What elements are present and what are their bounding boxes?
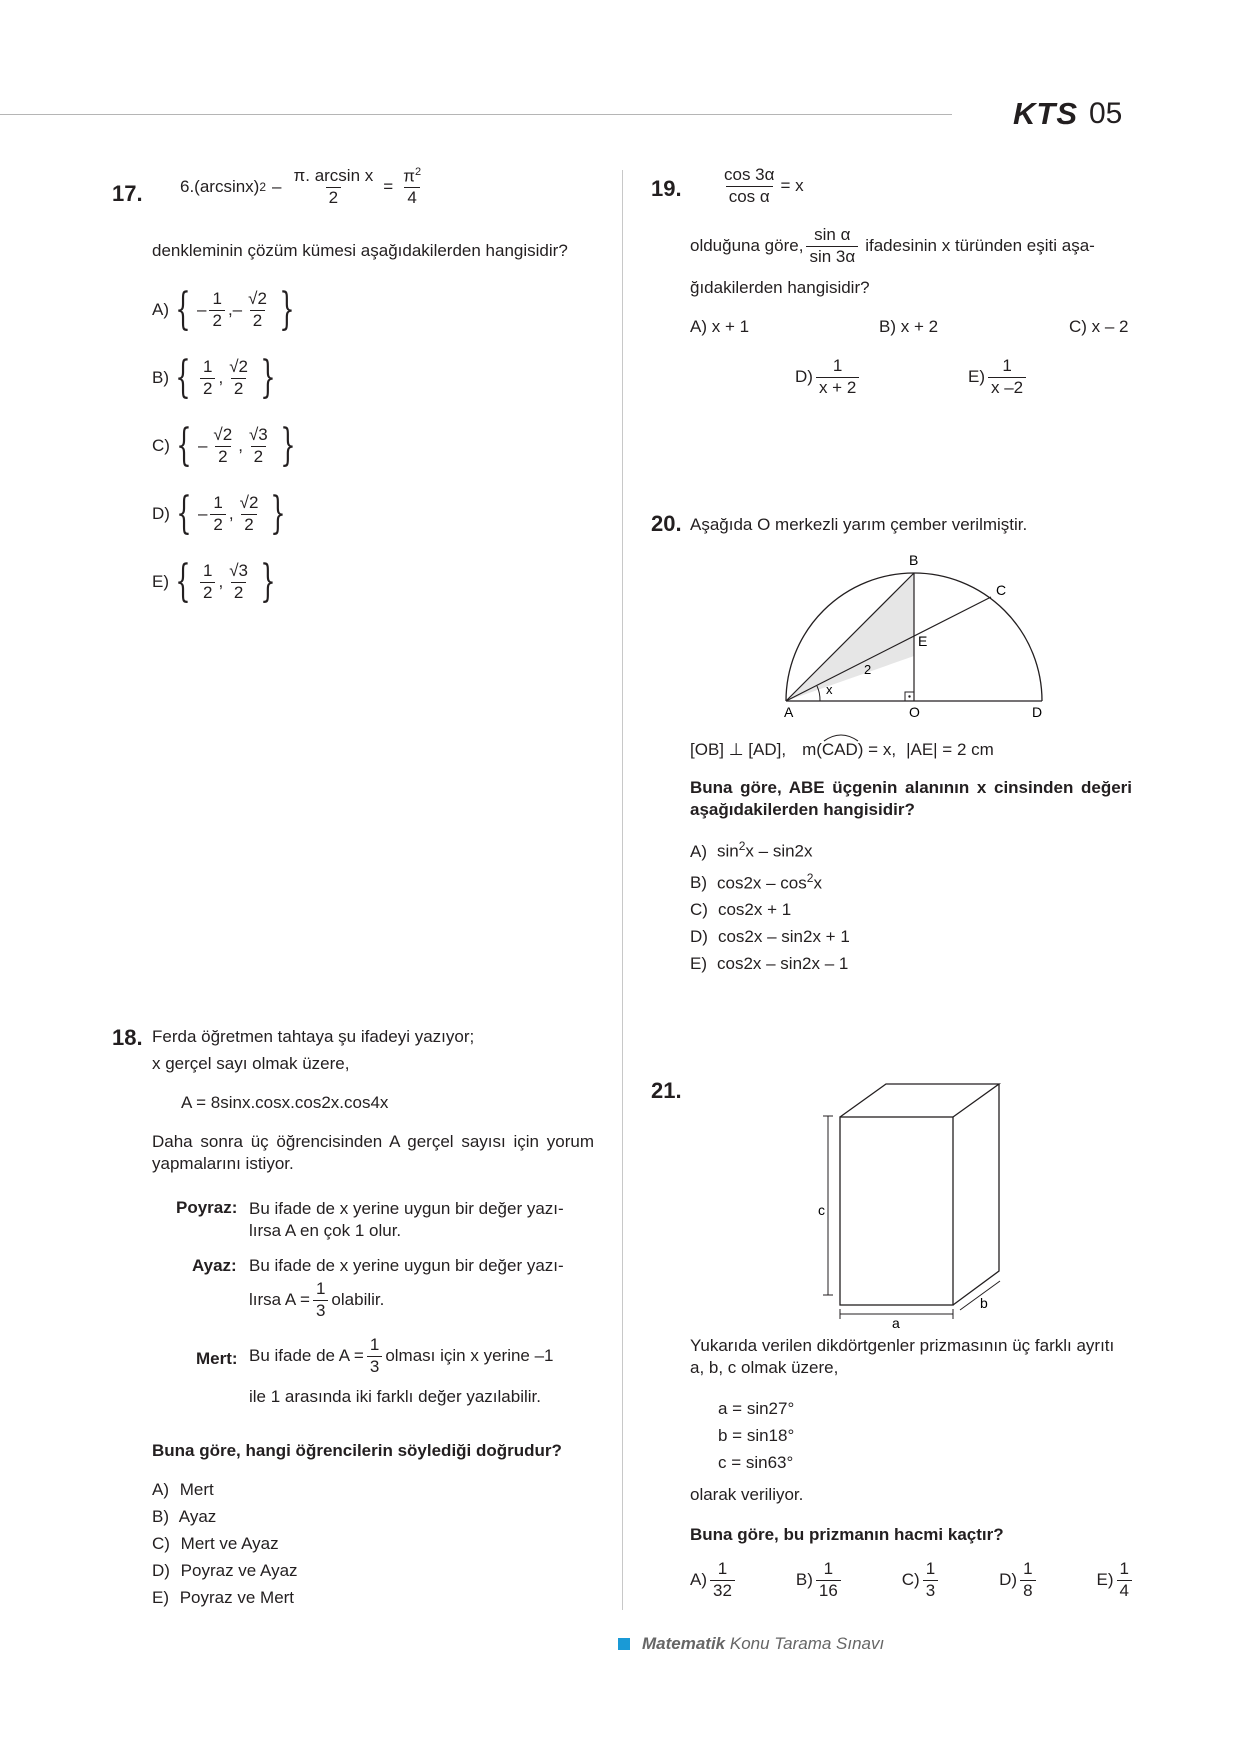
q17-frac-num: 1 bbox=[203, 560, 213, 580]
q17-comma: , bbox=[238, 436, 243, 455]
q21-option-label: A) bbox=[690, 1570, 707, 1590]
q20-option-text: sin bbox=[717, 841, 739, 861]
q21-option-1 bbox=[796, 1560, 844, 1600]
q21-top-face bbox=[840, 1084, 999, 1117]
q20-option-rest: x – sin2x bbox=[745, 841, 813, 861]
q18-ayaz-line2 bbox=[249, 1280, 384, 1320]
q21-question: Buna göre, bu prizmanın hacmi kaçtır? bbox=[690, 1525, 1004, 1544]
footer-subject: Matematik bbox=[642, 1634, 726, 1653]
q18-option-label: D) bbox=[152, 1561, 170, 1580]
q17-frac-num: 1 bbox=[203, 356, 213, 376]
q17-option-label: B) bbox=[152, 368, 169, 387]
q19-option-e-frac bbox=[988, 357, 1026, 397]
q18-option-text: Mert ve Ayaz bbox=[175, 1534, 279, 1553]
q17-comma: , bbox=[218, 572, 224, 591]
q17-frac-den: 2 bbox=[241, 514, 256, 535]
q17-option-label: C) bbox=[152, 436, 170, 455]
q18-option-label: C) bbox=[152, 1534, 170, 1553]
q20-option-text: cos2x + 1 bbox=[717, 900, 792, 920]
q18-ayaz-line1: Bu ifade de x yerine uygun bir değer yazı- bbox=[249, 1256, 564, 1275]
q20-number: 20. bbox=[651, 511, 682, 536]
q18-option-2 bbox=[152, 1530, 298, 1557]
q21-number: 21. bbox=[651, 1078, 682, 1103]
q17-frac-num: π. arcsin x bbox=[293, 165, 374, 185]
q17-options bbox=[152, 276, 302, 616]
q17-frac-den: 2 bbox=[215, 446, 230, 467]
q21-option-frac-den: 16 bbox=[816, 1580, 841, 1601]
q17-sign: – bbox=[197, 436, 208, 455]
q19-number: 19. bbox=[651, 176, 682, 201]
q21-b-value: b = sin18° bbox=[718, 1426, 795, 1445]
q21-a-value: a = sin27° bbox=[718, 1399, 795, 1418]
q17-frac-den: 2 bbox=[251, 446, 266, 467]
q20-label-e: E bbox=[918, 633, 928, 649]
q17-brace-open-icon: { bbox=[175, 284, 191, 335]
q21-option-3 bbox=[999, 1560, 1038, 1600]
q18-option-3 bbox=[152, 1557, 298, 1584]
q19-option-e bbox=[968, 357, 1029, 397]
q17-rhs-num: π bbox=[403, 166, 415, 186]
q20-options bbox=[690, 833, 850, 977]
q17-frac bbox=[210, 494, 225, 534]
q17-eq-exp: 2 bbox=[259, 180, 267, 195]
q17-brace-close-icon: } bbox=[260, 556, 276, 607]
q17-option-label: D) bbox=[152, 504, 170, 523]
q17-frac-den: 2 bbox=[231, 582, 246, 603]
footer-square-icon bbox=[618, 1638, 630, 1650]
q19-option-e-label: E) bbox=[968, 367, 985, 387]
q17-number: 17. bbox=[112, 181, 143, 206]
q17-frac-num: 1 bbox=[213, 492, 223, 512]
q17-comma: , bbox=[228, 504, 234, 523]
q21-option-frac-den: 32 bbox=[710, 1580, 735, 1601]
q21-option-frac-num: 1 bbox=[925, 1559, 936, 1578]
q21-text2: olarak veriliyor. bbox=[690, 1485, 804, 1504]
q19-option-d-label: D) bbox=[795, 367, 813, 387]
q18-mert-line2: ile 1 arasında iki farklı değer yazılabilir. bbox=[249, 1387, 541, 1406]
q18-mert-den: 3 bbox=[367, 1356, 382, 1377]
q17-brace-open-icon: { bbox=[176, 488, 192, 539]
q20-given-2a: m( bbox=[802, 740, 822, 759]
q18-option-text: Ayaz bbox=[175, 1507, 217, 1526]
q18-option-1 bbox=[152, 1503, 298, 1530]
q20-option-label: B) bbox=[690, 873, 707, 893]
q18-option-text: Poyraz ve Ayaz bbox=[175, 1561, 298, 1580]
q17-frac-num: 1 bbox=[212, 288, 222, 308]
q20-given-arc-symbol bbox=[822, 732, 860, 742]
q20-option-text: cos2x – sin2x – 1 bbox=[717, 954, 849, 974]
q21-option-frac-den: 3 bbox=[923, 1580, 938, 1601]
q17-option-3 bbox=[152, 480, 302, 548]
q19-equation bbox=[718, 166, 804, 206]
q17-sign: – bbox=[197, 504, 208, 523]
q17-frac-num: √3 bbox=[229, 560, 248, 580]
q18-ayaz-text3: olabilir. bbox=[331, 1290, 385, 1310]
q17-frac-den: 2 bbox=[200, 582, 215, 603]
q19-option-d-frac bbox=[816, 357, 859, 397]
q17-frac-den: 2 bbox=[250, 310, 265, 331]
q21-options bbox=[690, 1560, 1135, 1600]
q18-option-4 bbox=[152, 1584, 298, 1611]
q21-option-frac bbox=[923, 1560, 938, 1600]
q18-poyraz-line1: Bu ifade de x yerine uygun bir değer yazı- bbox=[249, 1199, 564, 1218]
q19-mid-num: sin α bbox=[814, 225, 851, 244]
q17-option-label: E) bbox=[152, 572, 169, 591]
q17-eq-minus: – bbox=[272, 177, 282, 197]
q20-option-text: cos2x – sin2x + 1 bbox=[717, 927, 850, 947]
q17-option-1 bbox=[152, 344, 302, 412]
q17-eq-rhs bbox=[400, 166, 424, 208]
q21-option-frac bbox=[1020, 1560, 1035, 1600]
q18-option-label: A) bbox=[152, 1480, 169, 1499]
q18-number: 18. bbox=[112, 1025, 143, 1050]
q17-frac bbox=[200, 358, 215, 398]
q17-brace-open-icon: { bbox=[176, 420, 192, 471]
q19-frac bbox=[721, 166, 777, 206]
q17-frac-num: √2 bbox=[248, 288, 267, 308]
q20-given-2b: CAD bbox=[821, 740, 858, 759]
q20-option-exp: 2 bbox=[806, 870, 814, 885]
q19-mid-den: sin 3α bbox=[806, 246, 858, 267]
q18-ayaz-name: Ayaz: bbox=[192, 1256, 237, 1275]
q17-eq-frac bbox=[291, 167, 377, 207]
q17-frac-num: √2 bbox=[239, 492, 259, 512]
q20-option-2 bbox=[690, 896, 850, 923]
q19-frac-num: cos 3α bbox=[724, 165, 775, 184]
q19-option-a: A) x + 1 bbox=[690, 317, 750, 336]
q18-poyraz-line2: lırsa A en çok 1 olur. bbox=[249, 1221, 402, 1240]
brand-logo: KTS bbox=[1013, 96, 1078, 131]
q17-rhs-den: 4 bbox=[404, 187, 419, 208]
q21-prism-diagram bbox=[810, 1070, 1010, 1330]
q19-text2: ifadesinin x türünden eşiti aşa- bbox=[865, 236, 1095, 256]
q20-option-rest: x bbox=[813, 873, 822, 893]
q21-option-2 bbox=[902, 1560, 941, 1600]
q17-frac-num: √2 bbox=[213, 424, 233, 444]
header-rule bbox=[0, 114, 952, 115]
q21-option-frac-num: 1 bbox=[717, 1559, 728, 1578]
q19-eq: = x bbox=[780, 176, 804, 196]
q17-frac-num: √2 bbox=[229, 356, 248, 376]
q20-given-1: [OB] ⊥ [AD], bbox=[690, 740, 787, 759]
q19-option-e-den: x –2 bbox=[988, 377, 1026, 398]
q17-frac-den: 2 bbox=[210, 514, 225, 535]
q20-option-4 bbox=[690, 950, 850, 977]
q20-option-exp: 2 bbox=[738, 839, 746, 853]
q18-poyraz-name: Poyraz: bbox=[176, 1198, 238, 1217]
q20-given-2c: ) = x, bbox=[857, 740, 897, 759]
q21-label-a: a bbox=[892, 1315, 900, 1330]
q19-option-d-den: x + 2 bbox=[816, 377, 859, 398]
footer-text bbox=[642, 1634, 884, 1654]
q21-option-label: E) bbox=[1096, 1570, 1114, 1590]
q20-option-label: A) bbox=[690, 841, 707, 861]
q21-option-frac bbox=[710, 1560, 735, 1600]
q17-frac bbox=[246, 426, 271, 466]
q18-ayaz-den: 3 bbox=[313, 1300, 328, 1321]
q19-text1: olduğuna göre, bbox=[690, 236, 804, 256]
q18-mert-name: Mert: bbox=[196, 1349, 238, 1368]
q18-mert-text2: olması için x yerine –1 bbox=[385, 1346, 554, 1366]
q17-option-2 bbox=[152, 412, 302, 480]
q18-poyraz-text bbox=[249, 1198, 564, 1242]
q17-brace-close-icon: } bbox=[270, 488, 287, 539]
q20-label-d: D bbox=[1032, 704, 1043, 720]
q17-sign: – bbox=[197, 300, 207, 319]
q18-expression: A = 8sinx.cosx.cos2x.cos4x bbox=[181, 1093, 389, 1112]
q18-option-label: E) bbox=[152, 1588, 169, 1607]
footer-exam-name: Konu Tarama Sınavı bbox=[729, 1634, 885, 1653]
q17-frac bbox=[226, 358, 251, 398]
q21-option-label: B) bbox=[795, 1570, 813, 1590]
q17-brace-open-icon: { bbox=[175, 352, 191, 403]
q20-option-3 bbox=[690, 923, 850, 950]
q18-options bbox=[152, 1476, 298, 1611]
q17-frac-den: 2 bbox=[200, 378, 215, 399]
q21-option-frac-den: 8 bbox=[1020, 1580, 1035, 1601]
column-divider bbox=[622, 170, 623, 1610]
q18-option-0 bbox=[152, 1476, 298, 1503]
q17-question: denkleminin çözüm kümesi aşağıdakilerden hangisidir? bbox=[152, 241, 568, 260]
q18-intro3: Daha sonra üç öğrencisinden A gerçel sayısı için yorum yapmalarını istiyor. bbox=[152, 1132, 594, 1173]
q20-option-text: cos2x – cos bbox=[717, 873, 807, 893]
q18-ayaz-text2: lırsa A = bbox=[249, 1290, 310, 1310]
exam-number: 05 bbox=[1089, 97, 1123, 130]
q19-line1 bbox=[690, 226, 1130, 266]
q21-option-frac-num: 1 bbox=[1023, 1559, 1033, 1578]
q17-option-0 bbox=[152, 276, 302, 344]
q18-mert-frac bbox=[367, 1336, 382, 1376]
q19-option-d bbox=[795, 357, 862, 397]
q18-ayaz-num: 1 bbox=[315, 1279, 326, 1298]
q21-front-face bbox=[840, 1117, 953, 1305]
q17-frac-num: √3 bbox=[248, 424, 268, 444]
q17-rhs-exp: 2 bbox=[414, 166, 422, 178]
q20-given bbox=[690, 740, 994, 760]
q20-label-o: O bbox=[909, 704, 920, 720]
q20-given-3: |AE| = 2 cm bbox=[906, 740, 994, 759]
q20-label-2: 2 bbox=[864, 662, 872, 677]
q21-option-0 bbox=[690, 1560, 738, 1600]
q18-mert-text1: Bu ifade de A = bbox=[249, 1346, 364, 1366]
q18-option-text: Poyraz ve Mert bbox=[175, 1588, 295, 1607]
q17-frac-den: 2 bbox=[326, 187, 341, 208]
q18-mert-line1 bbox=[249, 1336, 554, 1376]
q19-option-d-num: 1 bbox=[832, 356, 843, 375]
q19-frac-den: cos α bbox=[726, 186, 773, 207]
q21-c-value: c = sin63° bbox=[718, 1453, 794, 1472]
q20-option-label: C) bbox=[690, 900, 708, 920]
q17-brace-close-icon: } bbox=[280, 420, 296, 471]
q17-eq-left: 6.(arcsinx) bbox=[180, 177, 260, 197]
q17-brace-close-icon: } bbox=[279, 284, 295, 335]
q17-frac bbox=[245, 290, 270, 330]
q18-option-label: B) bbox=[152, 1507, 169, 1526]
q21-option-frac bbox=[816, 1560, 841, 1600]
q19-option-c: C) x – 2 bbox=[1069, 317, 1129, 336]
q20-label-c: C bbox=[996, 582, 1007, 598]
q20-question: Buna göre, ABE üçgenin alanının x cinsinden değeri aşağıdakilerden hangisidir? bbox=[690, 778, 1132, 819]
q17-equation bbox=[180, 166, 427, 208]
q20-semicircle-diagram bbox=[770, 545, 1050, 720]
q21-option-frac-num: 1 bbox=[823, 1559, 834, 1578]
q21-option-label: D) bbox=[999, 1570, 1018, 1590]
q21-option-frac bbox=[1117, 1560, 1132, 1600]
q21-option-label: C) bbox=[901, 1570, 920, 1590]
q20-option-1 bbox=[690, 865, 850, 897]
q21-option-frac-num: 1 bbox=[1119, 1559, 1129, 1578]
q19-text3: ğıdakilerden hangisidir? bbox=[690, 278, 870, 297]
q17-sign: – bbox=[232, 300, 243, 319]
q20-given-arc bbox=[822, 740, 858, 760]
q18-question: Buna göre, hangi öğrencilerin söylediği doğrudur? bbox=[152, 1441, 562, 1460]
q19-mid-frac bbox=[806, 226, 858, 266]
q21-text1: Yukarıda verilen dikdörtgenler prizmasının üç farklı ayrıtı a, b, c olmak üzere, bbox=[690, 1336, 1115, 1377]
q17-option-4 bbox=[152, 548, 302, 616]
q21-values bbox=[718, 1395, 794, 1476]
q21-label-c: c bbox=[818, 1202, 825, 1218]
q17-eq-equals: = bbox=[383, 177, 394, 197]
q20-option-label: E) bbox=[690, 954, 707, 974]
q20-option-label: D) bbox=[690, 927, 708, 947]
q17-frac-den: 2 bbox=[231, 378, 246, 399]
q20-right-angle-dot bbox=[908, 695, 910, 697]
q21-option-frac-den: 4 bbox=[1117, 1580, 1132, 1601]
q17-comma: , bbox=[218, 368, 224, 387]
q17-brace-open-icon: { bbox=[175, 556, 191, 607]
q17-brace-close-icon: } bbox=[260, 352, 276, 403]
q20-intro: Aşağıda O merkezli yarım çember verilmiştir. bbox=[690, 515, 1028, 534]
q19-option-e-num: 1 bbox=[1002, 356, 1012, 375]
q18-ayaz-frac bbox=[313, 1280, 328, 1320]
q18-mert-num: 1 bbox=[369, 1335, 380, 1354]
q17-frac-den: 2 bbox=[209, 310, 224, 331]
q18-option-text: Mert bbox=[175, 1480, 214, 1499]
q21-label-b: b bbox=[980, 1295, 988, 1311]
q17-comma: , bbox=[227, 300, 233, 319]
q20-label-x: x bbox=[826, 682, 833, 697]
q21-option-4 bbox=[1097, 1560, 1135, 1600]
q20-option-0 bbox=[690, 833, 850, 865]
q17-frac bbox=[226, 562, 251, 602]
q17-frac bbox=[210, 426, 235, 466]
q20-label-a: A bbox=[784, 704, 794, 720]
q21-side-face bbox=[953, 1084, 999, 1305]
q17-frac bbox=[200, 562, 215, 602]
q18-intro-line2: x gerçel sayı olmak üzere, bbox=[152, 1054, 350, 1073]
q18-intro-line1: Ferda öğretmen tahtaya şu ifadeyi yazıyor; bbox=[152, 1027, 475, 1046]
q19-option-b: B) x + 2 bbox=[879, 317, 939, 336]
q20-label-b: B bbox=[909, 552, 919, 568]
q17-frac bbox=[237, 494, 262, 534]
q18-intro bbox=[152, 1023, 592, 1077]
q17-option-label: A) bbox=[152, 300, 169, 319]
q17-frac bbox=[209, 290, 224, 330]
